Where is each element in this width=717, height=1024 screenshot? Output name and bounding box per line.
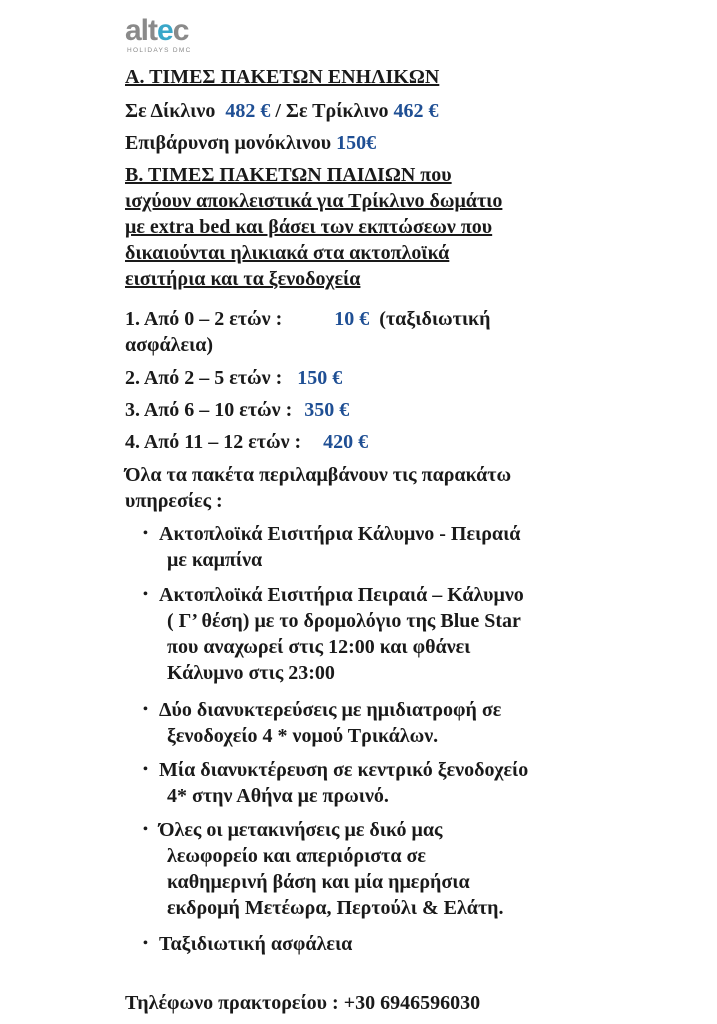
included-service-item [145, 817, 504, 921]
included-service-item [145, 757, 528, 809]
child-age-label: 4. Από 11 – 12 ετών : [125, 431, 302, 453]
section-b-title-line: ισχύουν αποκλειστικά για Τρίκλινο δωμάτιο [125, 190, 503, 212]
triple-room-label: / Σε Τρίκλινο [275, 100, 389, 122]
bullet-icon: • [143, 936, 148, 951]
service-line: που αναχωρεί στις 12:00 και φθάνει [167, 636, 471, 658]
child-price-item [125, 365, 342, 391]
section-b-title-line: με extra bed και βάσει των εκπτώσεων που [125, 216, 493, 238]
child-price-item [125, 397, 349, 423]
service-line: εκδρομή Μετέωρα, Περτούλι & Ελάτη. [167, 897, 504, 919]
logo-part-a: alt [125, 14, 158, 47]
logo-part-b: e [157, 14, 173, 47]
service-line: ξενοδοχείο 4 * νομού Τρικάλων. [167, 725, 439, 747]
child-price-note: (ταξιδιωτική [379, 308, 491, 330]
service-line: καθημερινή βάση και μία ημερήσια [167, 871, 470, 893]
service-line: Κάλυμνο στις 23:00 [167, 662, 335, 684]
section-b-title-line: Β. ΤΙΜΕΣ ΠΑΚΕΤΩΝ ΠΑΙΔΙΩΝ που [125, 164, 452, 186]
altec-logo [125, 16, 225, 60]
child-price: 350 € [304, 399, 350, 421]
service-line: Όλες οι μετακινήσεις με δικό μας [159, 819, 443, 841]
service-line: ( Γ’ θέση) με το δρομολόγιο της Blue Star [167, 610, 521, 632]
included-service-item [145, 582, 524, 686]
bullet-icon: • [143, 762, 148, 777]
child-price-item [125, 306, 491, 358]
child-age-label: 1. Από 0 – 2 ετών : [125, 308, 283, 330]
includes-intro [125, 462, 511, 514]
child-price: 420 € [323, 431, 369, 453]
child-price-item [125, 429, 368, 455]
included-service-item [145, 521, 520, 573]
child-price-note-cont: ασφάλεια) [125, 334, 214, 356]
includes-intro-line: Όλα τα πακέτα περιλαμβάνουν τις παρακάτω [125, 464, 512, 486]
logo-part-c: c [172, 14, 189, 47]
service-line: 4* στην Αθήνα με πρωινό. [167, 785, 389, 807]
service-line: λεωφορείο και απεριόριστα σε [167, 845, 426, 867]
bullet-icon: • [143, 587, 148, 602]
service-line: Ταξιδιωτική ασφάλεια [159, 933, 353, 955]
service-line: με καμπίνα [167, 549, 263, 571]
service-line: Μία διανυκτέρευση σε κεντρικό ξενοδοχείο [159, 759, 529, 781]
included-service-item [145, 697, 501, 749]
single-supplement-price: 150€ [336, 132, 377, 154]
double-room-label: Σε Δίκλινο [125, 100, 216, 122]
child-age-label: 2. Από 2 – 5 ετών : [125, 367, 283, 389]
logo-subtitle: HOLIDAYS DMC [127, 47, 192, 54]
child-price: 150 € [297, 367, 343, 389]
service-line: Ακτοπλοϊκά Εισιτήρια Πειραιά – Κάλυμνο [159, 584, 524, 606]
section-a-title: Α. ΤΙΜΕΣ ΠΑΚΕΤΩΝ ΕΝΗΛΙΚΩΝ [125, 66, 440, 88]
section-b-title-line: δικαιούνται ηλικιακά στα ακτοπλοϊκά [125, 242, 450, 264]
double-room-price: 482 € [225, 100, 271, 122]
single-supplement [125, 130, 376, 156]
section-b-title-line: εισιτήρια και τα ξενοδοχεία [125, 268, 361, 290]
child-age-label: 3. Από 6 – 10 ετών : [125, 399, 293, 421]
includes-intro-line: υπηρεσίες : [125, 490, 223, 512]
child-price: 10 € [334, 308, 370, 330]
adult-room-prices [125, 98, 438, 124]
triple-room-price: 462 € [393, 100, 439, 122]
bullet-icon: • [143, 526, 148, 541]
section-b-title [125, 162, 502, 292]
bullet-icon: • [143, 822, 148, 837]
included-service-item [145, 931, 352, 957]
bullet-icon: • [143, 702, 148, 717]
service-line: Δύο διανυκτερεύσεις με ημιδιατροφή σε [159, 699, 502, 721]
service-line: Ακτοπλοϊκά Εισιτήρια Κάλυμνο - Πειραιά [159, 523, 521, 545]
agency-phone: Τηλέφωνο πρακτορείου : +30 6946596030 [125, 992, 481, 1014]
logo-wordmark [125, 16, 225, 46]
single-supplement-label: Επιβάρυνση μονόκλινου [125, 132, 332, 154]
